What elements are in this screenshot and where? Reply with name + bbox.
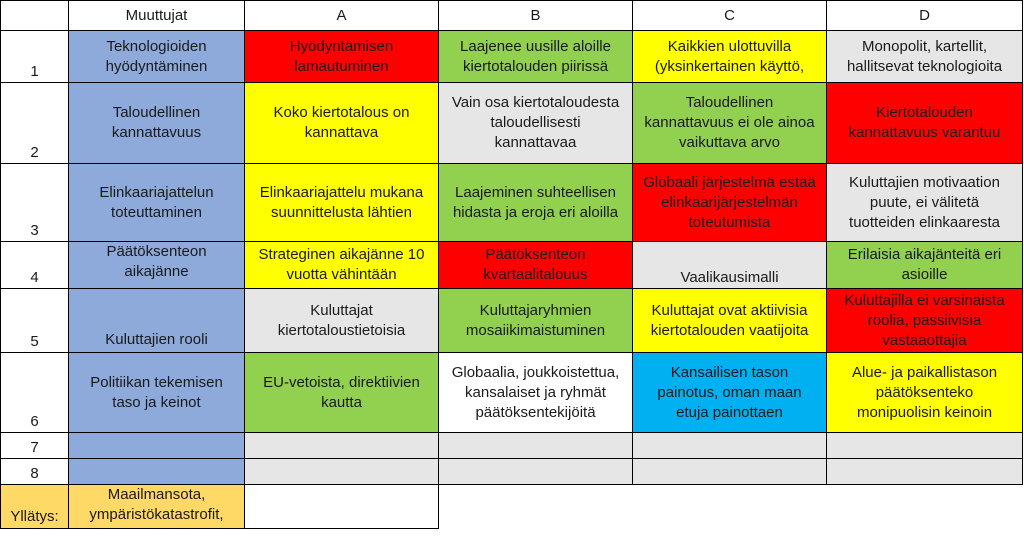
blank-area <box>827 485 1023 529</box>
cell-b <box>439 459 633 485</box>
cell-a <box>245 433 439 459</box>
header-row <box>1 1 1023 31</box>
cell-b: Päätöksenteon kvartaalitalouus <box>439 242 633 289</box>
cell-a: Koko kiertotalous on kannattava <box>245 83 439 164</box>
variable-cell: Kuluttajien rooli <box>69 289 245 353</box>
row-number: 8 <box>1 459 69 485</box>
variable-cell: Elinkaariajattelun toteuttaminen <box>69 164 245 242</box>
cell-c: Kaikkien ulottuvilla (yksinkertainen käyttö, <box>633 31 827 83</box>
header-variables: Muuttujat <box>69 1 245 31</box>
corner-cell <box>1 1 69 31</box>
header-col-d: D <box>827 1 1023 31</box>
row-number: 5 <box>1 289 69 353</box>
surprise-cell: Maailmansota, ympäristökatastrofit, <box>69 485 245 529</box>
cell-c: Globaali järjestelmä estää elinkaarijärjestelmän toteutumista <box>633 164 827 242</box>
cell-a: Hyödyntämisen lamautuminen <box>245 31 439 83</box>
cell-d: Kuluttajien motivaation puute, ei välitetä tuotteiden elinkaaresta <box>827 164 1023 242</box>
table-row <box>1 353 1023 433</box>
variable-cell: Teknologioiden hyödyntäminen <box>69 31 245 83</box>
table-row <box>1 433 1023 459</box>
header-col-c: C <box>633 1 827 31</box>
blank-area <box>439 485 633 529</box>
variable-cell: Päätöksenteon aikajänne <box>69 242 245 289</box>
table-row <box>1 31 1023 83</box>
cell-d: Monopolit, kartellit, hallitsevat teknologioita <box>827 31 1023 83</box>
table-row <box>1 459 1023 485</box>
variable-cell <box>69 433 245 459</box>
cell-d <box>827 433 1023 459</box>
cell-d: Erilaisia aikajänteitä eri asioille <box>827 242 1023 289</box>
cell-a: EU-vetoista, direktiivien kautta <box>245 353 439 433</box>
cell-a <box>245 459 439 485</box>
row-number: 3 <box>1 164 69 242</box>
cell-b: Vain osa kiertotaloudesta taloudellisesti kannattavaa <box>439 83 633 164</box>
table-row <box>1 242 1023 289</box>
cell-a: Elinkaariajattelu mukana suunnittelusta lähtien <box>245 164 439 242</box>
cell-b: Laajenee uusille aloille kiertotalouden piirissä <box>439 31 633 83</box>
row-number: 7 <box>1 433 69 459</box>
row-number: 6 <box>1 353 69 433</box>
variable-cell: Taloudellinen kannattavuus <box>69 83 245 164</box>
cell-a: Strateginen aikajänne 10 vuotta vähintään <box>245 242 439 289</box>
table-row <box>1 83 1023 164</box>
cell-c <box>633 433 827 459</box>
cell-d: Kuluttajilla ei varsinaista roolia, passiivisia vastaaottajia <box>827 289 1023 353</box>
cell-c <box>633 459 827 485</box>
table-row <box>1 289 1023 353</box>
row-number: 1 <box>1 31 69 83</box>
cell-b: Globaalia, joukkoistettua, kansalaiset ja ryhmät päätöksentekijöitä <box>439 353 633 433</box>
cell-c: Kansailisen tason painotus, oman maan etuja painottaen <box>633 353 827 433</box>
surprise-label: Yllätys: <box>1 485 69 529</box>
cell-c: Taloudellinen kannattavuus ei ole ainoa vaikuttava arvo <box>633 83 827 164</box>
cell-b <box>439 433 633 459</box>
cell-d: Kiertotalouden kannattavuus varantuu <box>827 83 1023 164</box>
cell-d: Alue- ja paikallistason päätöksenteko monipuolisin keinoin <box>827 353 1023 433</box>
row-number: 2 <box>1 83 69 164</box>
cell-c: Vaalikausimalli <box>633 242 827 289</box>
table-row <box>1 164 1023 242</box>
row-number: 4 <box>1 242 69 289</box>
cell-a: Kuluttajat kiertotaloustietoisia <box>245 289 439 353</box>
surprise-empty-cell <box>245 485 439 529</box>
blank-area <box>633 485 827 529</box>
cell-b: Kuluttajaryhmien mosaiikimaistuminen <box>439 289 633 353</box>
header-col-a: A <box>245 1 439 31</box>
surprise-row <box>1 485 1023 529</box>
cell-d <box>827 459 1023 485</box>
variable-cell <box>69 459 245 485</box>
cell-c: Kuluttajat ovat aktiivisia kiertotalouden vaatijoita <box>633 289 827 353</box>
variable-cell: Politiikan tekemisen taso ja keinot <box>69 353 245 433</box>
header-col-b: B <box>439 1 633 31</box>
cell-b: Laajeminen suhteellisen hidasta ja eroja eri aloilla <box>439 164 633 242</box>
